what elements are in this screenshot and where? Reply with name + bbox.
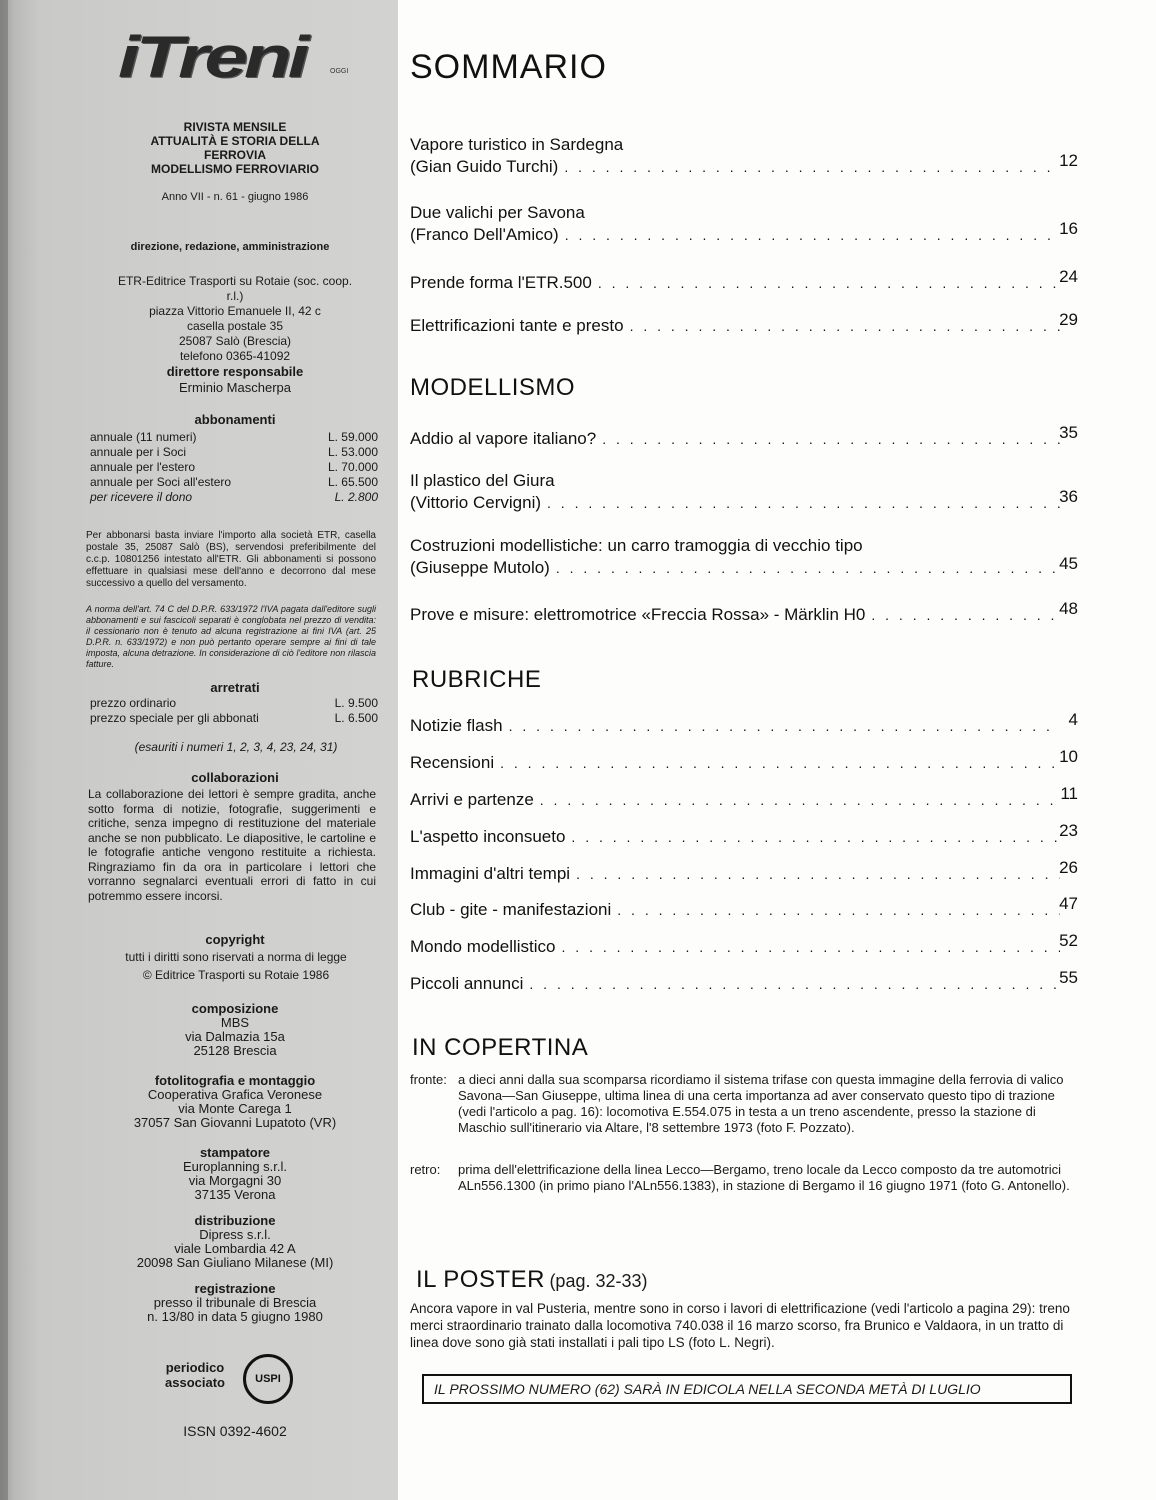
- toc-title: Addio al vapore italiano?: [410, 429, 597, 448]
- price-row: [90, 696, 378, 711]
- stampatore-block: [120, 1146, 350, 1202]
- registrazione-line: presso il tribunale di Brescia: [153, 1295, 317, 1310]
- toc-page-number: 35: [1059, 423, 1078, 442]
- periodico-associato: [150, 1360, 240, 1390]
- next-issue-text: IL PROSSIMO NUMERO (62) SARÀ IN EDICOLA NELLA SECONDA METÀ DI LUGLIO: [434, 1381, 981, 1397]
- logo-suffix: OGGI: [330, 68, 349, 75]
- price-label: prezzo ordinario: [90, 696, 177, 710]
- toc-page-number: 29: [1059, 310, 1078, 329]
- logo-text: iTreni: [118, 25, 306, 90]
- periodico-line: periodico: [165, 1360, 225, 1375]
- leader-dots: [556, 557, 1060, 579]
- toc-page-number: 11: [1060, 784, 1078, 803]
- toc-item[interactable]: [410, 747, 1078, 774]
- leader-dots: [565, 224, 1060, 246]
- toc-title: Prove e misure: elettromotrice «Freccia Rossa» - Märklin H0: [410, 605, 866, 624]
- cover-back-caption: [410, 1162, 1072, 1194]
- esauriti-note: (esauriti i numeri 1, 2, 3, 4, 23, 24, 31): [134, 740, 338, 754]
- distribuzione-line: 20098 San Giuliano Milanese (MI): [136, 1255, 334, 1270]
- address-line: ETR-Editrice Trasporti su Rotaie (soc. coop. r.l.): [117, 274, 353, 303]
- address-line: telefono 0365-41092: [179, 349, 291, 363]
- toc-item[interactable]: [410, 267, 1078, 294]
- toc-page-number: 52: [1059, 931, 1078, 950]
- toc-item[interactable]: [410, 968, 1078, 995]
- direzione-heading: direzione, redazione, amministrazione: [130, 241, 330, 253]
- toc-item[interactable]: [410, 931, 1078, 958]
- copyright-line: © Editrice Trasporti su Rotaie 1986: [142, 968, 330, 982]
- price-row: [90, 460, 378, 475]
- toc-page-number: 55: [1059, 968, 1078, 987]
- price-label: prezzo speciale per gli abbonati: [90, 711, 259, 725]
- toc-page-number: 24: [1059, 267, 1078, 286]
- toc-title: Mondo modellistico: [410, 937, 556, 956]
- leader-dots: [509, 715, 1060, 737]
- fotolito-line: via Monte Carega 1: [178, 1101, 292, 1116]
- price-label: annuale (11 numeri): [90, 430, 197, 444]
- stampatore-line: Europlanning s.r.l.: [182, 1159, 288, 1174]
- periodico-line: associato: [165, 1375, 225, 1390]
- composizione-line: 25128 Brescia: [193, 1043, 277, 1058]
- leader-dots: [564, 156, 1060, 178]
- leader-dots: [547, 492, 1060, 514]
- composizione-line: MBS: [220, 1015, 250, 1030]
- price-value: L. 9.500: [334, 696, 378, 710]
- toc-page-number: 47: [1059, 894, 1078, 913]
- page-edge-shadow: [0, 0, 8, 1500]
- toc-title: Piccoli annunci: [410, 974, 524, 993]
- price-value: L. 65.500: [327, 475, 378, 489]
- direttore-heading: direttore responsabile: [166, 364, 304, 379]
- price-label: per ricevere il dono: [90, 490, 193, 504]
- arretrati-heading: arretrati: [210, 680, 260, 695]
- toc-page-number: 12: [1059, 151, 1078, 170]
- toc-item[interactable]: [410, 858, 1078, 885]
- leader-dots: [871, 604, 1060, 626]
- registrazione-block: [110, 1282, 360, 1324]
- publisher-address: [110, 274, 360, 364]
- leader-dots: [540, 789, 1060, 811]
- price-label: annuale per i Soci: [90, 445, 187, 459]
- toc-item[interactable]: [410, 821, 1078, 848]
- issn: ISSN 0392-4602: [183, 1423, 287, 1439]
- toc-item[interactable]: [410, 710, 1078, 737]
- toc-title: L'aspetto inconsueto: [410, 827, 566, 846]
- toc-item[interactable]: [410, 535, 1078, 579]
- toc-title: Vapore turistico in Sardegna: [410, 135, 624, 154]
- copertina-heading: IN COPERTINA: [412, 1034, 589, 1061]
- retro-label: retro:: [410, 1162, 441, 1177]
- uspi-seal-text: USPI: [255, 1373, 281, 1385]
- price-label: annuale per l'estero: [90, 460, 196, 474]
- composizione-block: [120, 1002, 350, 1058]
- price-row: [90, 490, 378, 505]
- toc-item[interactable]: [410, 599, 1078, 626]
- poster-heading: [416, 1266, 648, 1294]
- price-value: L. 59.000: [327, 430, 378, 444]
- cover-front-caption: [410, 1072, 1072, 1136]
- composizione-heading: composizione: [191, 1001, 279, 1016]
- issue-info: Anno VII - n. 61 - giugno 1986: [161, 191, 309, 203]
- sommario-heading: SOMMARIO: [410, 48, 607, 86]
- toc-title: Notizie flash: [410, 716, 503, 735]
- copyright-line: tutti i diritti sono riservati a norma di legge: [125, 950, 347, 964]
- fronte-label: fronte:: [410, 1072, 447, 1087]
- toc-author: (Gian Guido Turchi): [410, 157, 559, 176]
- toc-page-number: 26: [1059, 858, 1078, 877]
- leader-dots: [602, 428, 1060, 450]
- stampatore-line: 37135 Verona: [194, 1187, 276, 1202]
- magazine-logo: [118, 25, 349, 90]
- price-row: [90, 711, 378, 726]
- poster-title: IL POSTER: [416, 1266, 545, 1293]
- price-row: [90, 445, 378, 460]
- abbonamenti-note: Per abbonarsi basta inviare l'importo alla società ETR, casella postale 35, 25087 Salò (BS), servendosi preferibilmente del c.c.p. 10801256 intestato all'ETR. Gli abbonamenti si possono effettuare in qualsiasi mese dell'anno e decorrono dal mese successivo a quello del versamento.: [86, 530, 376, 589]
- magazine-subtitle: [120, 120, 350, 176]
- leader-dots: [562, 936, 1060, 958]
- price-value: L. 70.000: [327, 460, 378, 474]
- abbonamenti-list: [90, 430, 378, 505]
- registrazione-heading: registrazione: [194, 1281, 276, 1296]
- toc-title: Arrivi e partenze: [410, 790, 534, 809]
- next-issue-banner: [422, 1374, 1072, 1404]
- fronte-text: a dieci anni dalla sua scomparsa ricordiamo il sistema trifase con questa immagine della ferrovia di valico Savona—San Giuseppe, ultima linea di una certa importanza ad aver conservato questo tipo di trazione (vedi l'articolo a pag. 16): locomotiva E.554.075 in testa a un treno ascendente, presso la stazione di Maschio sull'itinerario via Altare, l'8 settembre 1973 (foto F. Pozzato).: [458, 1072, 1064, 1135]
- direttore-name: Erminio Mascherpa: [179, 380, 291, 395]
- leader-dots: [571, 826, 1060, 848]
- composizione-line: via Dalmazia 15a: [185, 1029, 285, 1044]
- price-value: L. 6.500: [334, 711, 378, 725]
- leader-dots: [529, 973, 1060, 995]
- poster-pages: (pag. 32-33): [549, 1271, 648, 1291]
- toc-item[interactable]: [410, 470, 1078, 514]
- price-label: annuale per Soci all'estero: [90, 475, 232, 489]
- fotolito-block: [110, 1074, 360, 1130]
- poster-text: Ancora vapore in val Pusteria, mentre sono in corso i lavori di elettrificazione (vedi l'articolo a pagina 29): treno merci straordinario trainato dalla locomotiva 740.038 il 16 marzo scorso, fra Brunico e Valdaora, in un tratto di linea dove sono già stati installati i pali tipo LS (foto L. Negri).: [410, 1301, 1070, 1350]
- stampatore-heading: stampatore: [199, 1145, 271, 1160]
- masthead-column: [0, 0, 398, 1500]
- copyright-lines: [96, 950, 376, 983]
- distribuzione-heading: distribuzione: [194, 1213, 276, 1228]
- toc-title: Club - gite - manifestazioni: [410, 900, 612, 919]
- arretrati-list: [90, 696, 378, 726]
- toc-page-number: 16: [1059, 219, 1078, 238]
- leader-dots: [617, 899, 1060, 921]
- toc-item[interactable]: [410, 134, 1078, 178]
- distribuzione-line: viale Lombardia 42 A: [174, 1241, 296, 1256]
- address-line: casella postale 35: [186, 319, 284, 333]
- price-row: [90, 475, 378, 490]
- retro-text: prima dell'elettrificazione della linea Lecco—Bergamo, treno locale da Lecco composto da tre automotrici ALn556.1300 (in primo piano l'ALn556.1383), in stazione di Bergamo il 16 giugno 1971 (foto G. Antonello).: [458, 1162, 1070, 1193]
- rubriche-heading: RUBRICHE: [412, 666, 542, 693]
- fotolito-line: 37057 San Giovanni Lupatoto (VR): [133, 1115, 337, 1130]
- collaborazioni-heading: collaborazioni: [191, 770, 279, 785]
- price-value: L. 2.800: [334, 490, 378, 504]
- toc-item[interactable]: [410, 423, 1078, 450]
- subtitle-line: RIVISTA MENSILE: [183, 120, 287, 134]
- toc-title: Recensioni: [410, 753, 495, 772]
- price-value: L. 53.000: [327, 445, 378, 459]
- leader-dots: [598, 272, 1060, 294]
- toc-title: Elettrificazioni tante e presto: [410, 316, 624, 335]
- toc-author: (Giuseppe Mutolo): [410, 558, 550, 577]
- toc-author: (Franco Dell'Amico): [410, 225, 559, 244]
- copyright-heading: copyright: [205, 932, 265, 947]
- toc-author: (Vittorio Cervigni): [410, 493, 542, 512]
- toc-item[interactable]: [410, 202, 1078, 246]
- toc-title: Due valichi per Savona: [410, 203, 585, 222]
- toc-page-number: 45: [1059, 554, 1078, 573]
- toc-item[interactable]: [410, 894, 1078, 921]
- collaborazioni-text: La collaborazione dei lettori è sempre gradita, anche sotto forma di notizie, fotografie, suggerimenti e critiche, senza impegno di restituzione del materiale anche se non pubblicato. Le diapositive, le cartoline e le fotografie antiche vengono restituite a richiesta. Ringraziamo fin da ora in particolare i lettori che vorranno segnalarci eventuali errori di fatto in cui potremmo essere incorsi.: [88, 787, 376, 903]
- toc-page-number: 4: [1068, 710, 1078, 729]
- toc-title: Costruzioni modellistiche: un carro tramoggia di vecchio tipo: [410, 536, 863, 555]
- toc-page-number: 36: [1059, 487, 1078, 506]
- abbonamenti-heading: abbonamenti: [194, 412, 276, 427]
- toc-title: Prende forma l'ETR.500: [410, 273, 592, 292]
- leader-dots: [630, 315, 1060, 337]
- toc-item[interactable]: [410, 784, 1078, 811]
- uspi-seal-icon: [243, 1354, 293, 1404]
- toc-page-number: 10: [1059, 747, 1078, 766]
- price-row: [90, 430, 378, 445]
- toc-item[interactable]: [410, 310, 1078, 337]
- leader-dots: [500, 752, 1060, 774]
- toc-page-number: 48: [1059, 599, 1078, 618]
- distribuzione-line: Dipress s.r.l.: [199, 1227, 271, 1242]
- toc-page-number: 23: [1059, 821, 1078, 840]
- iva-note: A norma dell'art. 74 C del D.P.R. 633/1972 l'IVA pagata dall'editore sugli abbonamenti e sui fascicoli separati è conglobata nel prezzo di vendita: il cessionario non è tenuto ad alcuna registrazione ai fini IVA (art. 25 D.P.R. n. 633/1972) e non può pertanto operare sempre ai fini di tale imposta, alcuna detrazione. In considerazione di ciò l'editore non rilascia fatture.: [86, 604, 376, 669]
- address-line: 25087 Salò (Brescia): [178, 334, 292, 348]
- subtitle-line: ATTUALITÀ E STORIA DELLA FERROVIA: [150, 134, 320, 162]
- fotolito-heading: fotolitografia e montaggio: [154, 1073, 316, 1088]
- toc-title: Immagini d'altri tempi: [410, 864, 571, 883]
- subtitle-line: MODELLISMO FERROVIARIO: [151, 162, 319, 176]
- stampatore-line: via Morgagni 30: [188, 1173, 282, 1188]
- leader-dots: [576, 863, 1060, 885]
- fotolito-line: Cooperativa Grafica Veronese: [147, 1087, 323, 1102]
- distribuzione-block: [110, 1214, 360, 1270]
- registrazione-line: n. 13/80 in data 5 giugno 1980: [147, 1309, 323, 1324]
- modellismo-heading: MODELLISMO: [410, 374, 576, 401]
- toc-title: Il plastico del Giura: [410, 471, 555, 490]
- address-line: piazza Vittorio Emanuele II, 42 c: [149, 304, 321, 318]
